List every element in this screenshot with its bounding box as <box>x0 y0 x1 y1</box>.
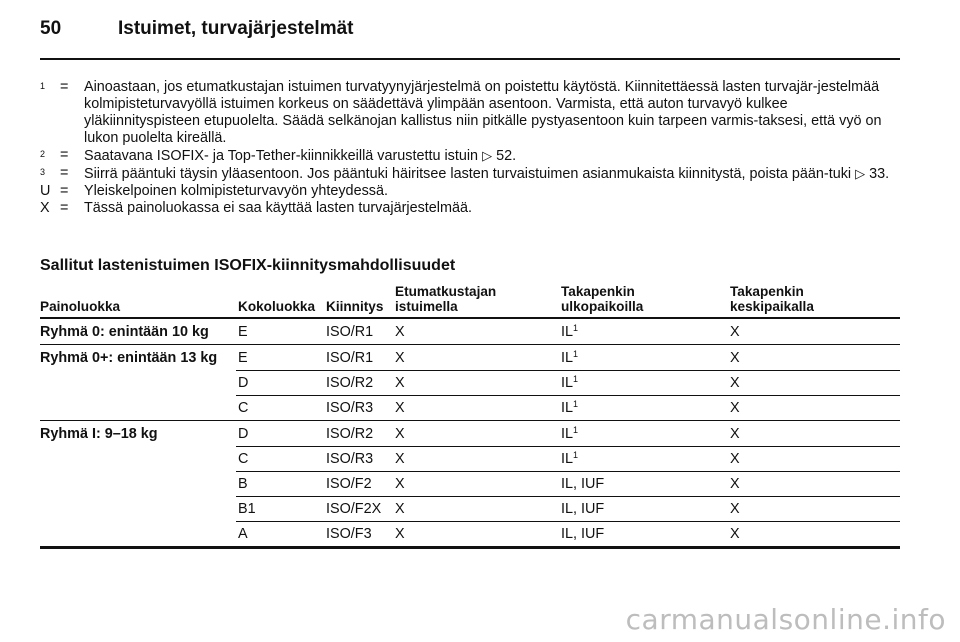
rear-outer-seats: $IL^1$ <box>561 399 579 416</box>
fixture: ISO/R3 <box>326 451 374 467</box>
column-header: Painoluokka <box>40 299 121 314</box>
rear-middle-seat: X <box>730 526 740 542</box>
watermark: carmanualsonline.info <box>625 603 946 636</box>
footnote-number: 1 <box>40 81 46 91</box>
table-row <box>40 471 900 496</box>
size-class: B <box>238 476 248 492</box>
footnote-key <box>40 79 60 147</box>
size-class: B1 <box>238 501 256 517</box>
rear-outer-seats: $IL^1$ <box>561 323 579 340</box>
table-row <box>40 395 900 421</box>
size-class: C <box>238 400 249 416</box>
front-seat: X <box>395 350 405 366</box>
isofix-table <box>40 282 900 549</box>
footnote-equals: = <box>60 200 69 216</box>
column-header: Kiinnitys <box>326 299 384 314</box>
rear-middle-seat: X <box>730 476 740 492</box>
footnote-item <box>40 79 902 147</box>
footnote-ref: 1 <box>573 323 579 333</box>
column-header: Takapenkin ulkopaikoilla <box>561 284 644 314</box>
table-row <box>40 345 900 370</box>
rear-middle-seat: X <box>730 350 740 366</box>
footnote-key: U <box>40 183 51 199</box>
footnote-ref: 1 <box>573 374 579 384</box>
table-row <box>40 446 900 471</box>
rear-outer-seats: $IL^1$ <box>561 450 579 467</box>
column-header: Takapenkin keskipaikalla <box>730 284 814 314</box>
footnote-item <box>40 200 902 217</box>
rear-middle-seat: X <box>730 400 740 416</box>
page-title: Istuimet, turvajärjestelmät <box>118 18 354 39</box>
front-seat: X <box>395 324 405 340</box>
footnote-item <box>40 147 902 165</box>
footnote-equals: = <box>60 183 69 199</box>
fixture: ISO/R1 <box>326 324 374 340</box>
footnote-ref: 1 <box>573 425 579 435</box>
rear-middle-seat: X <box>730 324 740 340</box>
front-seat: X <box>395 375 405 391</box>
front-seat: X <box>395 501 405 517</box>
table-row <box>40 319 900 345</box>
footnote-ref: 1 <box>573 399 579 409</box>
footnote-number: 3 <box>40 167 46 177</box>
footnotes <box>40 79 902 217</box>
weight-class: Ryhmä I: 9–18 kg <box>40 426 158 442</box>
column-header: Kokoluokka <box>238 299 316 314</box>
page-header <box>40 18 900 48</box>
table-body <box>40 319 900 549</box>
front-seat: X <box>395 426 405 442</box>
table-row <box>40 370 900 395</box>
rear-outer-seats: $IL^1$ <box>561 349 579 366</box>
fixture: ISO/F2X <box>326 501 382 517</box>
fixture: ISO/R2 <box>326 375 374 391</box>
footnote-item <box>40 183 902 200</box>
footnote-equals: = <box>60 165 69 181</box>
size-class: D <box>238 375 249 391</box>
fixture: ISO/R2 <box>326 426 374 442</box>
rear-outer-seats: IL, IUF <box>561 476 605 492</box>
weight-class: Ryhmä 0+: enintään 13 kg <box>40 350 218 366</box>
rear-middle-seat: X <box>730 426 740 442</box>
fixture: ISO/F3 <box>326 526 372 542</box>
column-header: Etumatkustajan istuimella <box>395 284 497 314</box>
front-seat: X <box>395 451 405 467</box>
page-reference-arrow-icon: ▷ <box>482 148 493 163</box>
page-reference[interactable]: 52. <box>496 148 517 164</box>
front-seat: X <box>395 476 405 492</box>
page-reference[interactable]: 33. <box>869 166 890 182</box>
size-class: C <box>238 451 249 467</box>
fixture: ISO/R1 <box>326 350 374 366</box>
footnote-equals: = <box>60 79 69 95</box>
rear-outer-seats: $IL^1$ <box>561 374 579 391</box>
size-class: E <box>238 350 248 366</box>
page-reference-arrow-icon: ▷ <box>855 166 866 181</box>
footnote-item <box>40 165 902 183</box>
footnote-key <box>40 165 60 183</box>
rear-outer-seats: $IL^1$ <box>561 425 579 442</box>
page-number: 50 <box>40 18 62 39</box>
front-seat: X <box>395 400 405 416</box>
footnote-text: Siirrä pääntuki täysin yläasentoon. Jos pääntuki häiritsee lasten turvaistuimen asianmukaista kiinnitystä, poista pään-tuki ▷ 33. <box>84 166 890 182</box>
size-class: D <box>238 426 249 442</box>
rear-outer-seats: IL, IUF <box>561 526 605 542</box>
rear-middle-seat: X <box>730 375 740 391</box>
rear-middle-seat: X <box>730 451 740 467</box>
footnote-text: Tässä painoluokassa ei saa käyttää lasten turvajärjestelmää. <box>84 200 472 216</box>
footnote-text: Yleiskelpoinen kolmipisteturvavyön yhteydessä. <box>84 183 388 199</box>
footnote-ref: 1 <box>573 450 579 460</box>
footnote-text: Saatavana ISOFIX- ja Top-Tether-kiinnikkeillä varustettu istuin ▷ 52. <box>84 148 517 164</box>
footnote-key: X <box>40 200 50 216</box>
table-row <box>40 496 900 521</box>
size-class: A <box>238 526 248 542</box>
footnote-equals: = <box>60 147 69 163</box>
fixture: ISO/F2 <box>326 476 372 492</box>
weight-class: Ryhmä 0: enintään 10 kg <box>40 324 209 340</box>
table-row <box>40 521 900 549</box>
header-divider <box>40 58 900 60</box>
footnote-text: Ainoastaan, jos etumatkustajan istuimen turvatyynyjärjestelmä on poistettu käytöstä. Kiinnitettäessä lasten turvajär-jestelmää kolmipisteturvavyöllä istuimen korkeus on säädettävä ylimpään asentoon. Varmista, että auton turvavyö kulkee yläkiinnityspisteen etupuolelta. Säädä selkänojan kallistus niin pitkälle pystyasentoon kuin tarpeen varmis-taksesi, että vyö on lukon puolelta kireällä. <box>84 79 882 146</box>
footnote-key <box>40 147 60 165</box>
rear-outer-seats: IL, IUF <box>561 501 605 517</box>
fixture: ISO/R3 <box>326 400 374 416</box>
footnote-number: 2 <box>40 149 46 159</box>
rear-middle-seat: X <box>730 501 740 517</box>
front-seat: X <box>395 526 405 542</box>
footnote-ref: 1 <box>573 349 579 359</box>
table-row <box>40 421 900 446</box>
table-header <box>40 282 900 319</box>
section-title: Sallitut lastenistuimen ISOFIX-kiinnitysmahdollisuudet <box>40 257 456 274</box>
size-class: E <box>238 324 248 340</box>
